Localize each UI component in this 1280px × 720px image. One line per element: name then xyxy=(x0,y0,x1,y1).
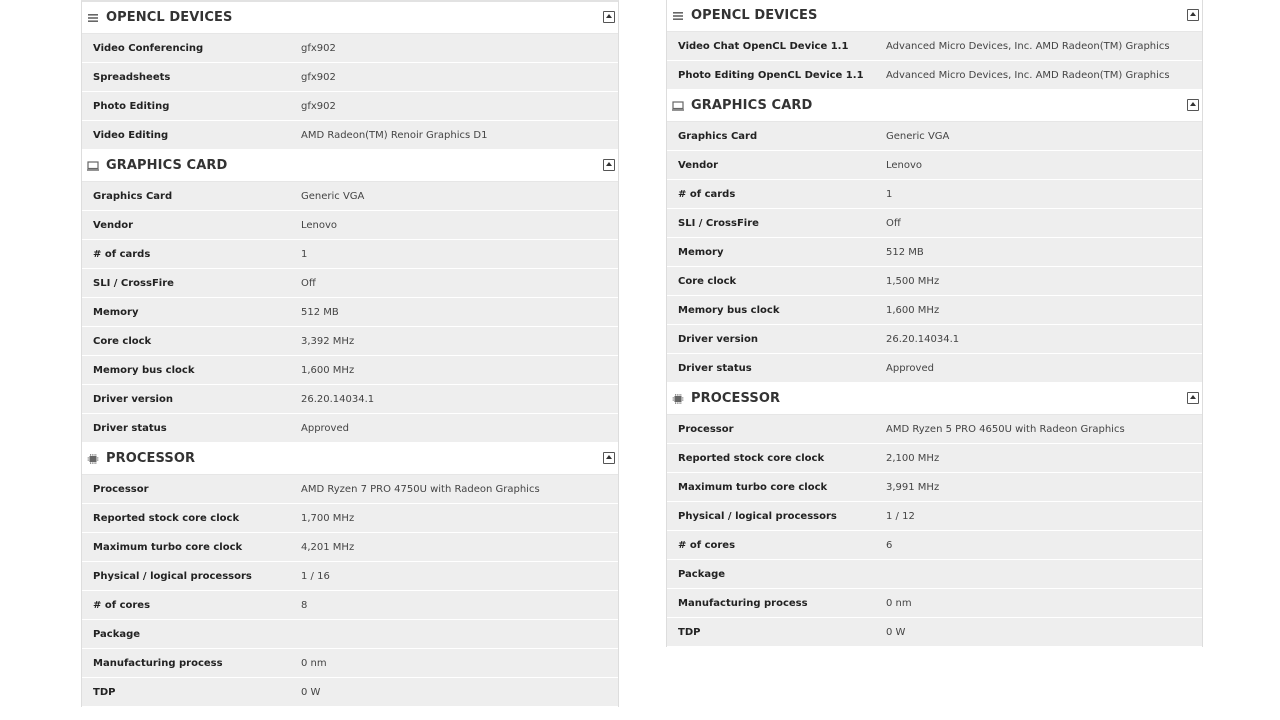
spec-value: 1,700 MHz xyxy=(301,512,355,524)
spec-label: Photo Editing xyxy=(93,100,170,112)
spec-label: Photo Editing OpenCL Device 1.1 xyxy=(678,69,864,81)
left-spec-panel xyxy=(81,0,619,707)
spec-value: 3,991 MHz xyxy=(886,481,940,493)
spec-row xyxy=(82,240,618,269)
spec-label: Processor xyxy=(93,483,149,495)
collapse-icon[interactable] xyxy=(603,159,615,171)
spec-label: Maximum turbo core clock xyxy=(93,541,243,553)
spec-value: 26.20.14034.1 xyxy=(886,333,960,345)
spec-row xyxy=(82,414,618,443)
list-icon xyxy=(86,11,100,25)
spec-value: gfx902 xyxy=(301,42,336,54)
spec-value: AMD Ryzen 5 PRO 4650U with Radeon Graphics xyxy=(886,423,1125,435)
spec-label: Vendor xyxy=(93,219,134,231)
spec-value: 1,600 MHz xyxy=(886,304,940,316)
collapse-icon[interactable] xyxy=(603,11,615,23)
spec-row xyxy=(82,92,618,121)
spec-row xyxy=(667,444,1202,473)
spec-label: # of cards xyxy=(678,188,736,200)
spec-value: 8 xyxy=(301,599,308,611)
spec-row xyxy=(667,151,1202,180)
graphics-section-header xyxy=(667,90,1202,122)
collapse-icon[interactable] xyxy=(1187,99,1199,111)
spec-label: Video Chat OpenCL Device 1.1 xyxy=(678,40,849,52)
spec-label: Video Conferencing xyxy=(93,42,204,54)
spec-row xyxy=(82,475,618,504)
spec-row xyxy=(82,678,618,707)
section-title: PROCESSOR xyxy=(106,451,196,466)
spec-value: Generic VGA xyxy=(301,190,365,202)
spec-row xyxy=(667,267,1202,296)
spec-value: Off xyxy=(301,277,316,289)
section-title: GRAPHICS CARD xyxy=(691,98,813,113)
spec-value: gfx902 xyxy=(301,71,336,83)
spec-row xyxy=(667,325,1202,354)
spec-row xyxy=(667,180,1202,209)
processor-section xyxy=(667,383,1202,647)
spec-row xyxy=(82,63,618,92)
spec-label: Manufacturing process xyxy=(93,657,223,669)
spec-label: Manufacturing process xyxy=(678,597,808,609)
section-title: OPENCL DEVICES xyxy=(691,8,818,23)
spec-value: 1 / 16 xyxy=(301,570,330,582)
collapse-icon[interactable] xyxy=(1187,392,1199,404)
spec-label: # of cores xyxy=(678,539,736,551)
spec-label: Physical / logical processors xyxy=(93,570,252,582)
spec-row xyxy=(82,649,618,678)
spec-row xyxy=(667,589,1202,618)
spec-label: Vendor xyxy=(678,159,719,171)
section-title: OPENCL DEVICES xyxy=(106,10,233,25)
spec-row xyxy=(82,182,618,211)
spec-label: TDP xyxy=(93,686,116,698)
spec-value: 2,100 MHz xyxy=(886,452,940,464)
spec-value: gfx902 xyxy=(301,100,336,112)
spec-row xyxy=(667,122,1202,151)
spec-label: Memory xyxy=(678,246,724,258)
cpu-chip-icon xyxy=(86,452,100,466)
spec-value: 1,500 MHz xyxy=(886,275,940,287)
spec-value: 0 W xyxy=(301,686,321,698)
spec-row xyxy=(667,618,1202,647)
spec-value: 1,600 MHz xyxy=(301,364,355,376)
spec-value: 0 nm xyxy=(301,657,327,669)
spec-label: Package xyxy=(93,628,141,640)
spec-value: 1 xyxy=(886,188,893,200)
spec-row xyxy=(82,298,618,327)
spec-row xyxy=(667,238,1202,267)
processor-section-header xyxy=(82,443,618,475)
graphics-section xyxy=(82,150,618,443)
spec-label: Driver status xyxy=(93,422,167,434)
spec-value: 4,201 MHz xyxy=(301,541,355,553)
spec-label: # of cards xyxy=(93,248,151,260)
spec-row xyxy=(667,209,1202,238)
spec-row xyxy=(82,34,618,63)
spec-row xyxy=(82,504,618,533)
spec-value: 0 W xyxy=(886,626,906,638)
processor-section-header xyxy=(667,383,1202,415)
spec-label: Graphics Card xyxy=(678,130,758,142)
spec-label: Video Editing xyxy=(93,129,169,141)
spec-value: 1 / 12 xyxy=(886,510,915,522)
opencl-section xyxy=(82,2,618,150)
spec-label: SLI / CrossFire xyxy=(93,277,174,289)
spec-value: 3,392 MHz xyxy=(301,335,355,347)
spec-value: AMD Radeon(TM) Renoir Graphics D1 xyxy=(301,129,488,141)
spec-label: Driver version xyxy=(93,393,173,405)
spec-label: SLI / CrossFire xyxy=(678,217,759,229)
spec-row xyxy=(82,533,618,562)
spec-label: Driver status xyxy=(678,362,752,374)
spec-value: 6 xyxy=(886,539,893,551)
spec-row xyxy=(667,296,1202,325)
spec-row xyxy=(667,531,1202,560)
collapse-icon[interactable] xyxy=(603,452,615,464)
spec-label: Graphics Card xyxy=(93,190,173,202)
spec-label: TDP xyxy=(678,626,701,638)
spec-row xyxy=(82,562,618,591)
spec-row xyxy=(82,356,618,385)
spec-row xyxy=(667,560,1202,589)
graphics-section-header xyxy=(82,150,618,182)
spec-value: Advanced Micro Devices, Inc. AMD Radeon(TM) Graphics xyxy=(886,69,1170,81)
spec-row xyxy=(667,32,1202,61)
spec-label: Memory xyxy=(93,306,139,318)
section-title: PROCESSOR xyxy=(691,391,781,406)
spec-value: 26.20.14034.1 xyxy=(301,393,375,405)
spec-value: 512 MB xyxy=(886,246,924,258)
spec-row xyxy=(82,211,618,240)
spec-value: AMD Ryzen 7 PRO 4750U with Radeon Graphics xyxy=(301,483,540,495)
spec-label: Maximum turbo core clock xyxy=(678,481,828,493)
opencl-section xyxy=(667,0,1202,90)
spec-row xyxy=(82,385,618,414)
spec-value: Generic VGA xyxy=(886,130,950,142)
spec-label: Core clock xyxy=(93,335,152,347)
monitor-icon xyxy=(86,159,100,173)
spec-label: Core clock xyxy=(678,275,737,287)
spec-value: Approved xyxy=(301,422,349,434)
right-spec-panel xyxy=(666,0,1203,647)
spec-row xyxy=(82,591,618,620)
spec-row xyxy=(82,620,618,649)
collapse-icon[interactable] xyxy=(1187,9,1199,21)
section-title: GRAPHICS CARD xyxy=(106,158,228,173)
spec-label: Reported stock core clock xyxy=(93,512,240,524)
list-icon xyxy=(671,9,685,23)
cpu-chip-icon xyxy=(671,392,685,406)
spec-label: Spreadsheets xyxy=(93,71,171,83)
graphics-section xyxy=(667,90,1202,383)
spec-label: Reported stock core clock xyxy=(678,452,825,464)
spec-row xyxy=(82,269,618,298)
spec-row xyxy=(82,121,618,150)
processor-section xyxy=(82,443,618,707)
spec-label: # of cores xyxy=(93,599,151,611)
spec-value: 0 nm xyxy=(886,597,912,609)
spec-value: 512 MB xyxy=(301,306,339,318)
spec-value: 1 xyxy=(301,248,308,260)
spec-label: Memory bus clock xyxy=(678,304,780,316)
monitor-icon xyxy=(671,99,685,113)
spec-label: Physical / logical processors xyxy=(678,510,837,522)
opencl-section-header xyxy=(82,2,618,34)
spec-value: Advanced Micro Devices, Inc. AMD Radeon(TM) Graphics xyxy=(886,40,1170,52)
spec-row xyxy=(667,415,1202,444)
spec-row xyxy=(667,502,1202,531)
spec-value: Lenovo xyxy=(886,159,923,171)
spec-row xyxy=(667,354,1202,383)
spec-label: Package xyxy=(678,568,726,580)
spec-value: Lenovo xyxy=(301,219,338,231)
spec-label: Processor xyxy=(678,423,734,435)
spec-value: Approved xyxy=(886,362,934,374)
spec-value: Off xyxy=(886,217,901,229)
opencl-section-header xyxy=(667,0,1202,32)
spec-row xyxy=(82,327,618,356)
spec-row xyxy=(667,473,1202,502)
spec-label: Driver version xyxy=(678,333,758,345)
spec-row xyxy=(667,61,1202,90)
spec-label: Memory bus clock xyxy=(93,364,195,376)
